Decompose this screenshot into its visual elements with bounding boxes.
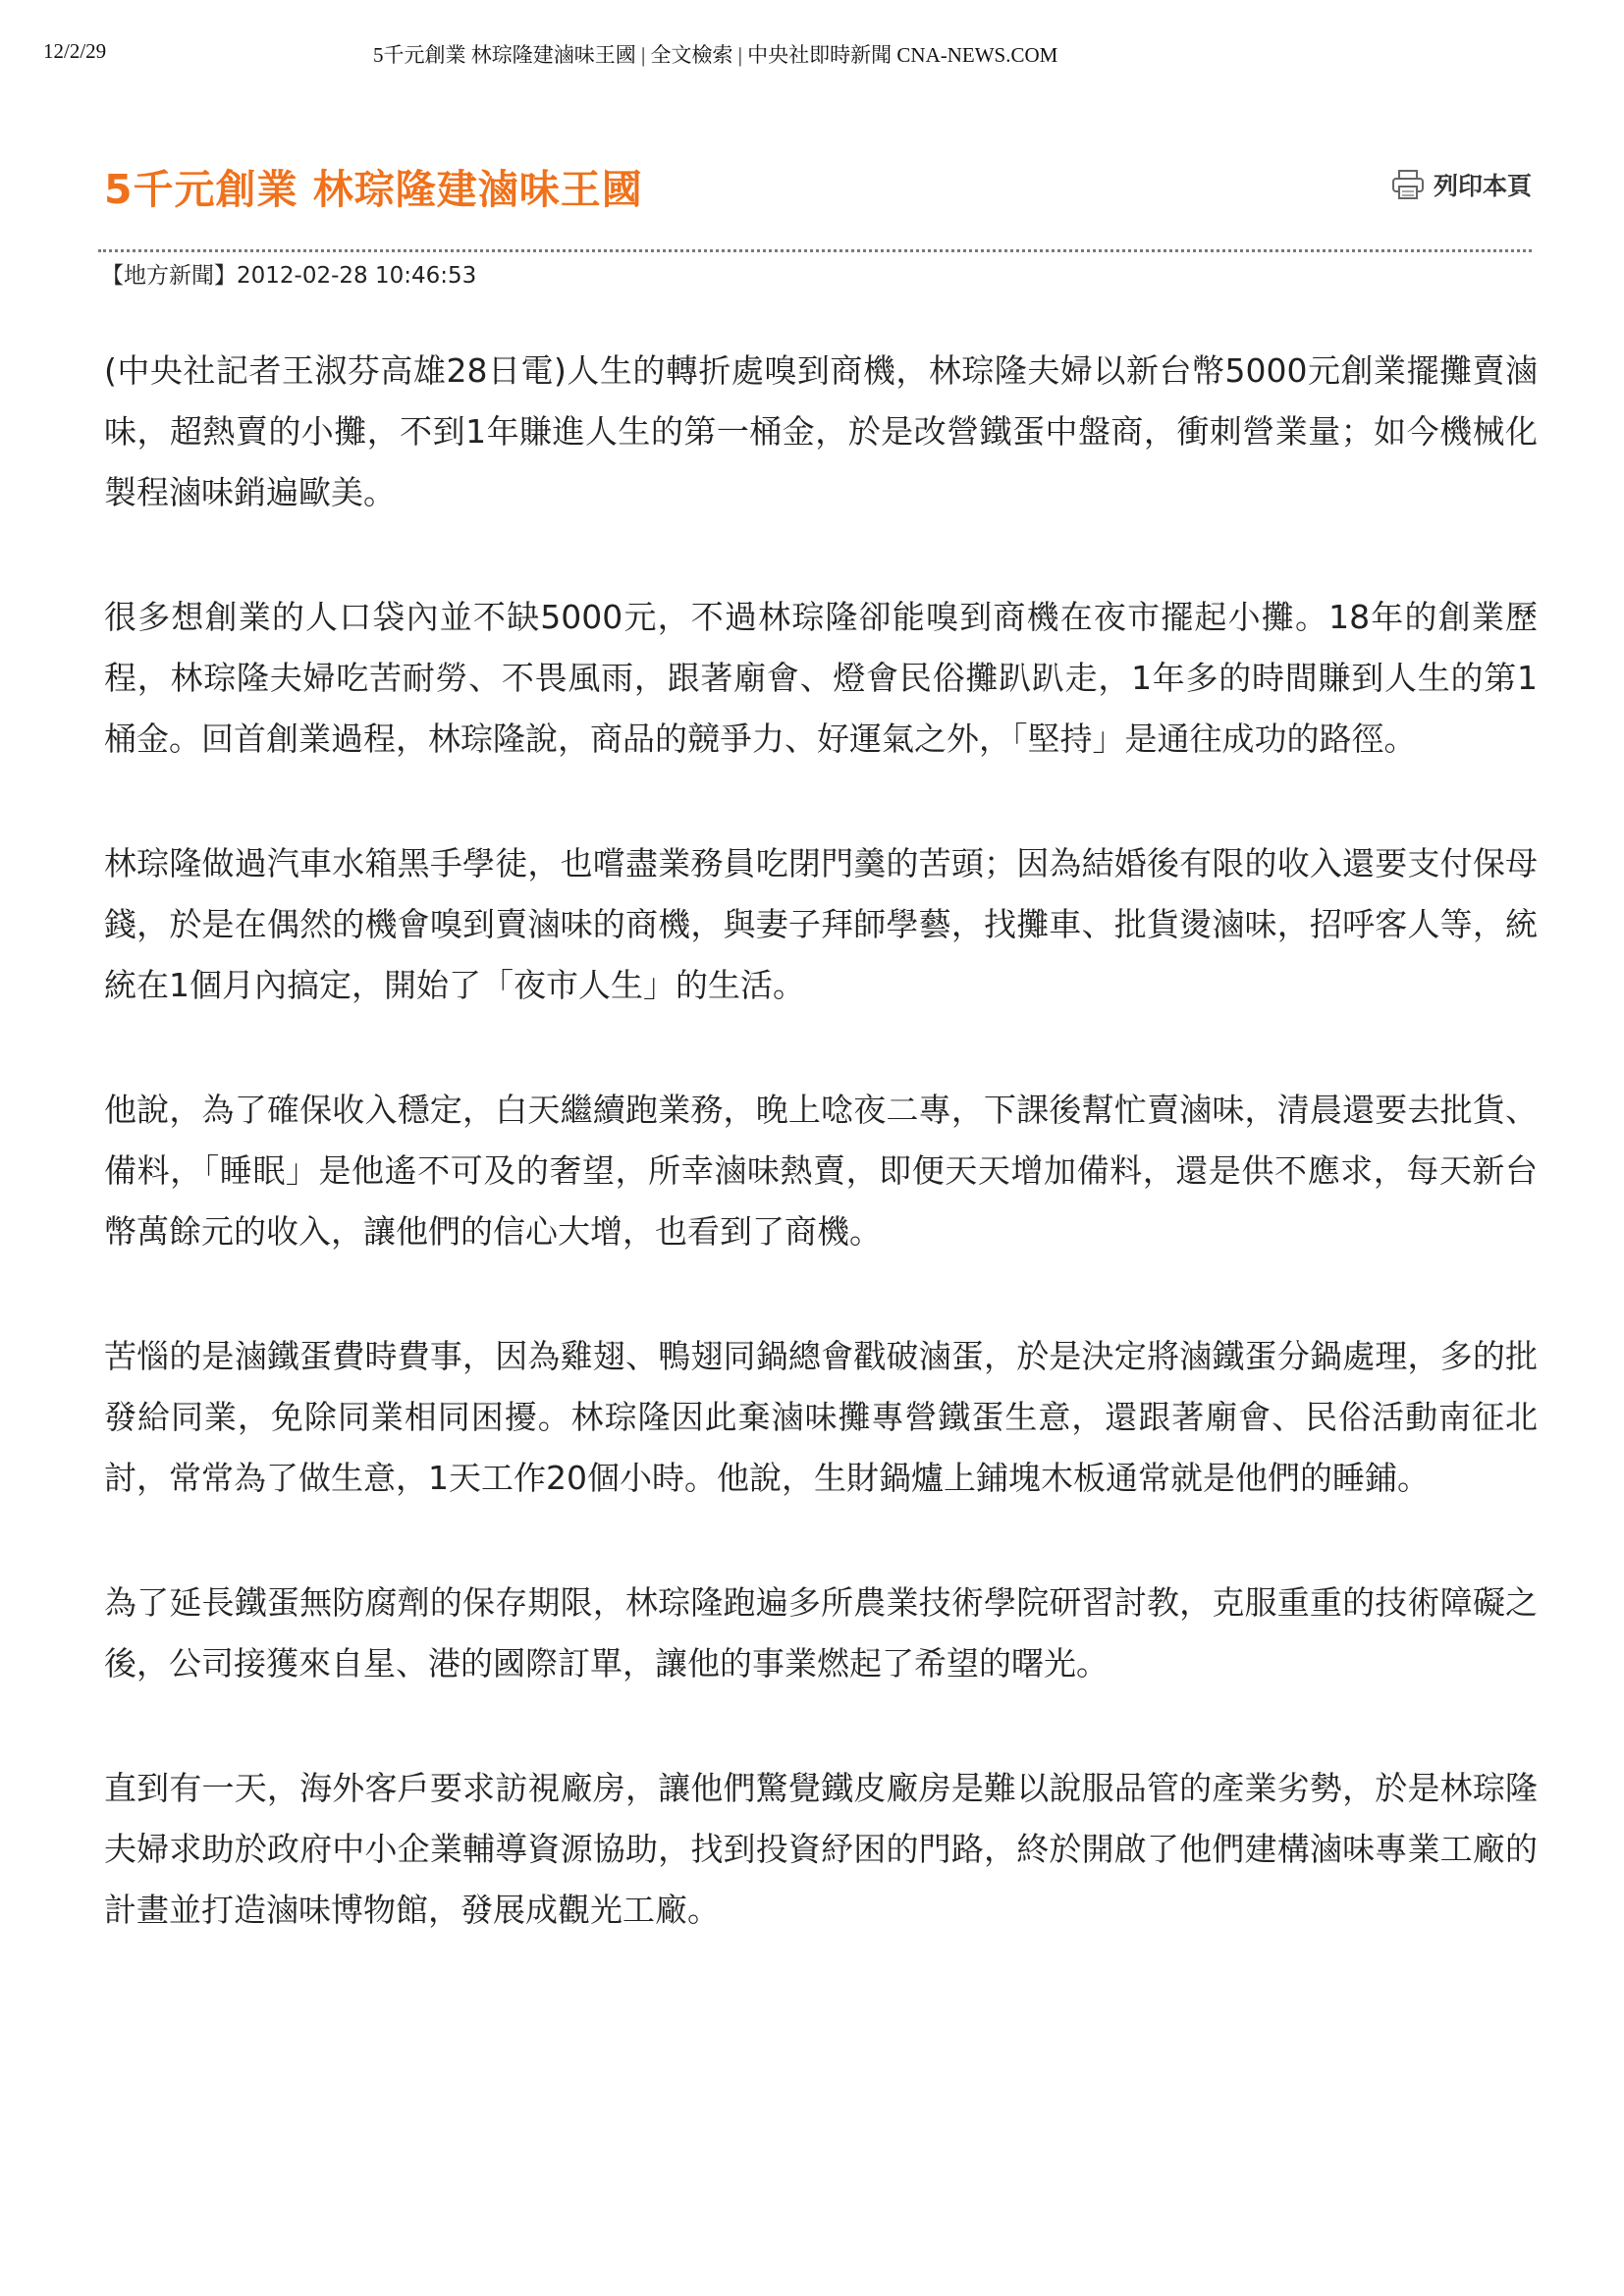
article-paragraph: 苦惱的是滷鐵蛋費時費事，因為雞翅、鴨翅同鍋總會戳破滷蛋，於是決定將滷鐵蛋分鍋處理，多的批發給同業，免除同業相同困擾。林琮隆因此棄滷味攤專營鐵蛋生意，還跟著廟會、民俗活動南征北討，常常為了做生意，1天工作20個小時。他說，生財鍋爐上鋪塊木板通常就是他們的睡鋪。 xyxy=(104,1337,1538,1497)
article-paragraph: (中央社記者王淑芬高雄28日電)人生的轉折處嗅到商機，林琮隆夫婦以新台幣5000元創業擺攤賣滷味，超熱賣的小攤，不到1年賺進人生的第一桶金，於是改營鐵蛋中盤商，衝刺營業量；如今機械化製程滷味銷遍歐美。 xyxy=(104,351,1538,511)
article-headline: 5千元創業 林琮隆建滷味王國 xyxy=(104,166,643,213)
article-paragraph: 為了延長鐵蛋無防腐劑的保存期限，林琮隆跑遍多所農業技術學院研習討教，克服重重的技術障礙之後，公司接獲來自星、港的國際訂單，讓他的事業燃起了希望的曙光。 xyxy=(104,1583,1538,1682)
article-meta: 【地方新聞】2012-02-28 10:46:53 xyxy=(101,263,477,289)
article-paragraph: 很多想創業的人口袋內並不缺5000元，不過林琮隆卻能嗅到商機在夜市擺起小攤。18年的創業歷程，林琮隆夫婦吃苦耐勞、不畏風雨，跟著廟會、燈會民俗攤趴趴走，1年多的時間賺到人生的第1桶金。回首創業過程，林琮隆說，商品的競爭力、好運氣之外，「堅持」是通往成功的路徑。 xyxy=(104,598,1538,758)
headline-divider xyxy=(98,249,1532,252)
article-paragraph: 直到有一天，海外客戶要求訪視廠房，讓他們驚覺鐵皮廠房是難以說服品管的產業劣勢，於是林琮隆夫婦求助於政府中小企業輔導資源協助，找到投資紓困的門路，終於開啟了他們建構滷味專業工廠的計畫並打造滷味博物館，發展成觀光工廠。 xyxy=(104,1769,1538,1929)
print-page-label: 列印本頁 xyxy=(1433,172,1532,200)
print-page-button[interactable] xyxy=(1390,167,1532,202)
print-header xyxy=(0,39,1624,69)
headline-row xyxy=(104,157,1532,216)
article-paragraph: 他說，為了確保收入穩定，白天繼續跑業務，晚上唸夜二專，下課後幫忙賣滷味，清晨還要去批貨、備料，「睡眠」是他遙不可及的奢望，所幸滷味熱賣，即便天天增加備料，還是供不應求，每天新台幣萬餘元的收入，讓他們的信心大增，也看到了商機。 xyxy=(104,1091,1538,1251)
print-page-title: 5千元創業 林琮隆建滷味王國 | 全文檢索 | 中央社即時新聞 CNA-NEWS.COM xyxy=(373,43,1058,67)
article-body xyxy=(104,341,1538,2004)
printer-icon xyxy=(1390,169,1426,200)
article-paragraph: 林琮隆做過汽車水箱黑手學徒，也嚐盡業務員吃閉門羹的苦頭；因為結婚後有限的收入還要支付保母錢，於是在偶然的機會嗅到賣滷味的商機，與妻子拜師學藝，找攤車、批貨燙滷味，招呼客人等，統統在1個月內搞定，開始了「夜市人生」的生活。 xyxy=(104,844,1538,1004)
print-date: 12/2/29 xyxy=(43,39,107,63)
